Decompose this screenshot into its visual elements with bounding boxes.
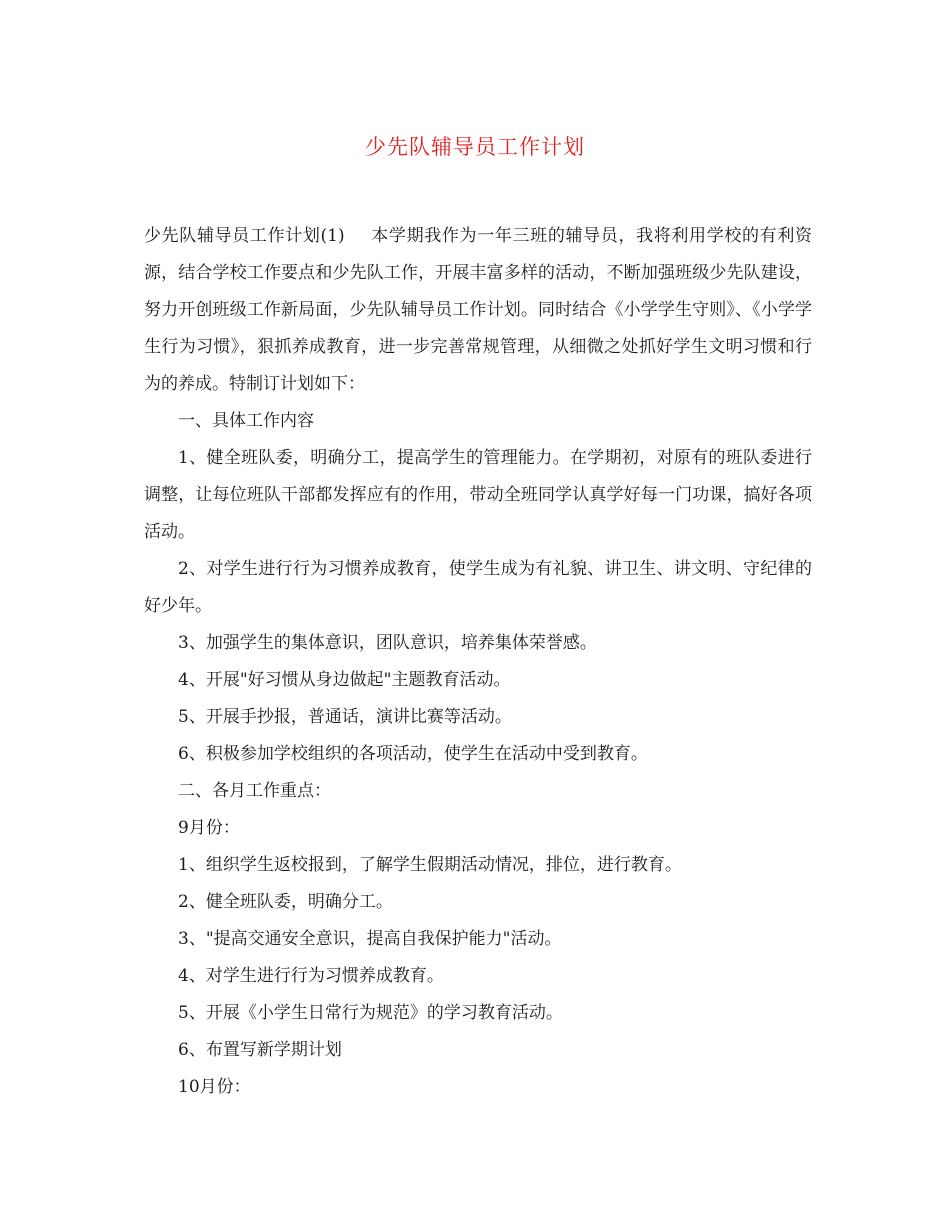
september-item-2: 2、健全班队委，明确分工。 <box>178 892 393 912</box>
month-heading-october: 10月份： <box>178 1077 251 1097</box>
work-item-2: 2、对学生进行行为习惯养成教育，使学生成为有礼貌、讲卫生、讲文明、守纪律的好少年。 <box>144 559 812 616</box>
september-item-4: 4、对学生进行行为习惯养成教育。 <box>178 966 444 986</box>
work-item-3: 3、加强学生的集体意识，团队意识，培养集体荣誉感。 <box>178 633 597 653</box>
intro-paragraph <box>144 218 812 403</box>
intro-body: 本学期我作为一年三班的辅导员，我将利用学校的有利资源，结合学校工作要点和少先队工作，开展丰富多样的活动，不断加强班级少先队建设，努力开创班级工作新局面，少先队辅导员工作计划。同时结合《小学学生守则》、《小学学生行为习惯》，狠抓养成教育，进一步完善常规管理，从细微之处抓好学生文明习惯和行为的养成。特制订计划如下： <box>144 226 812 394</box>
work-item-5: 5、开展手抄报，普通话，演讲比赛等活动。 <box>178 707 512 727</box>
work-item-1: 1、健全班队委，明确分工，提高学生的管理能力。在学期初，对原有的班队委进行调整，让每位班队干部都发挥应有的作用，带动全班同学认真学好每一门功课，搞好各项活动。 <box>144 448 812 542</box>
section-heading-work-content: 一、具体工作内容 <box>178 411 314 431</box>
document-body <box>144 218 812 1106</box>
month-heading-september: 9月份： <box>178 818 240 838</box>
intro-lead: 少先队辅导员工作计划(1) <box>144 226 345 246</box>
section-heading-monthly-focus: 二、各月工作重点： <box>178 781 331 801</box>
september-item-5: 5、开展《小学生日常行为规范》的学习教育活动。 <box>178 1003 563 1023</box>
work-item-6: 6、积极参加学校组织的各项活动，使学生在活动中受到教育。 <box>178 744 648 764</box>
work-item-4: 4、开展"好习惯从身边做起"主题教育活动。 <box>178 670 511 690</box>
document-title: 少先队辅导员工作计划 <box>365 135 585 159</box>
september-item-6: 6、布置写新学期计划 <box>178 1040 342 1060</box>
september-item-1: 1、组织学生返校报到，了解学生假期活动情况，排位，进行教育。 <box>178 855 682 875</box>
september-item-3: 3、"提高交通安全意识，提高自我保护能力"活动。 <box>178 929 562 949</box>
